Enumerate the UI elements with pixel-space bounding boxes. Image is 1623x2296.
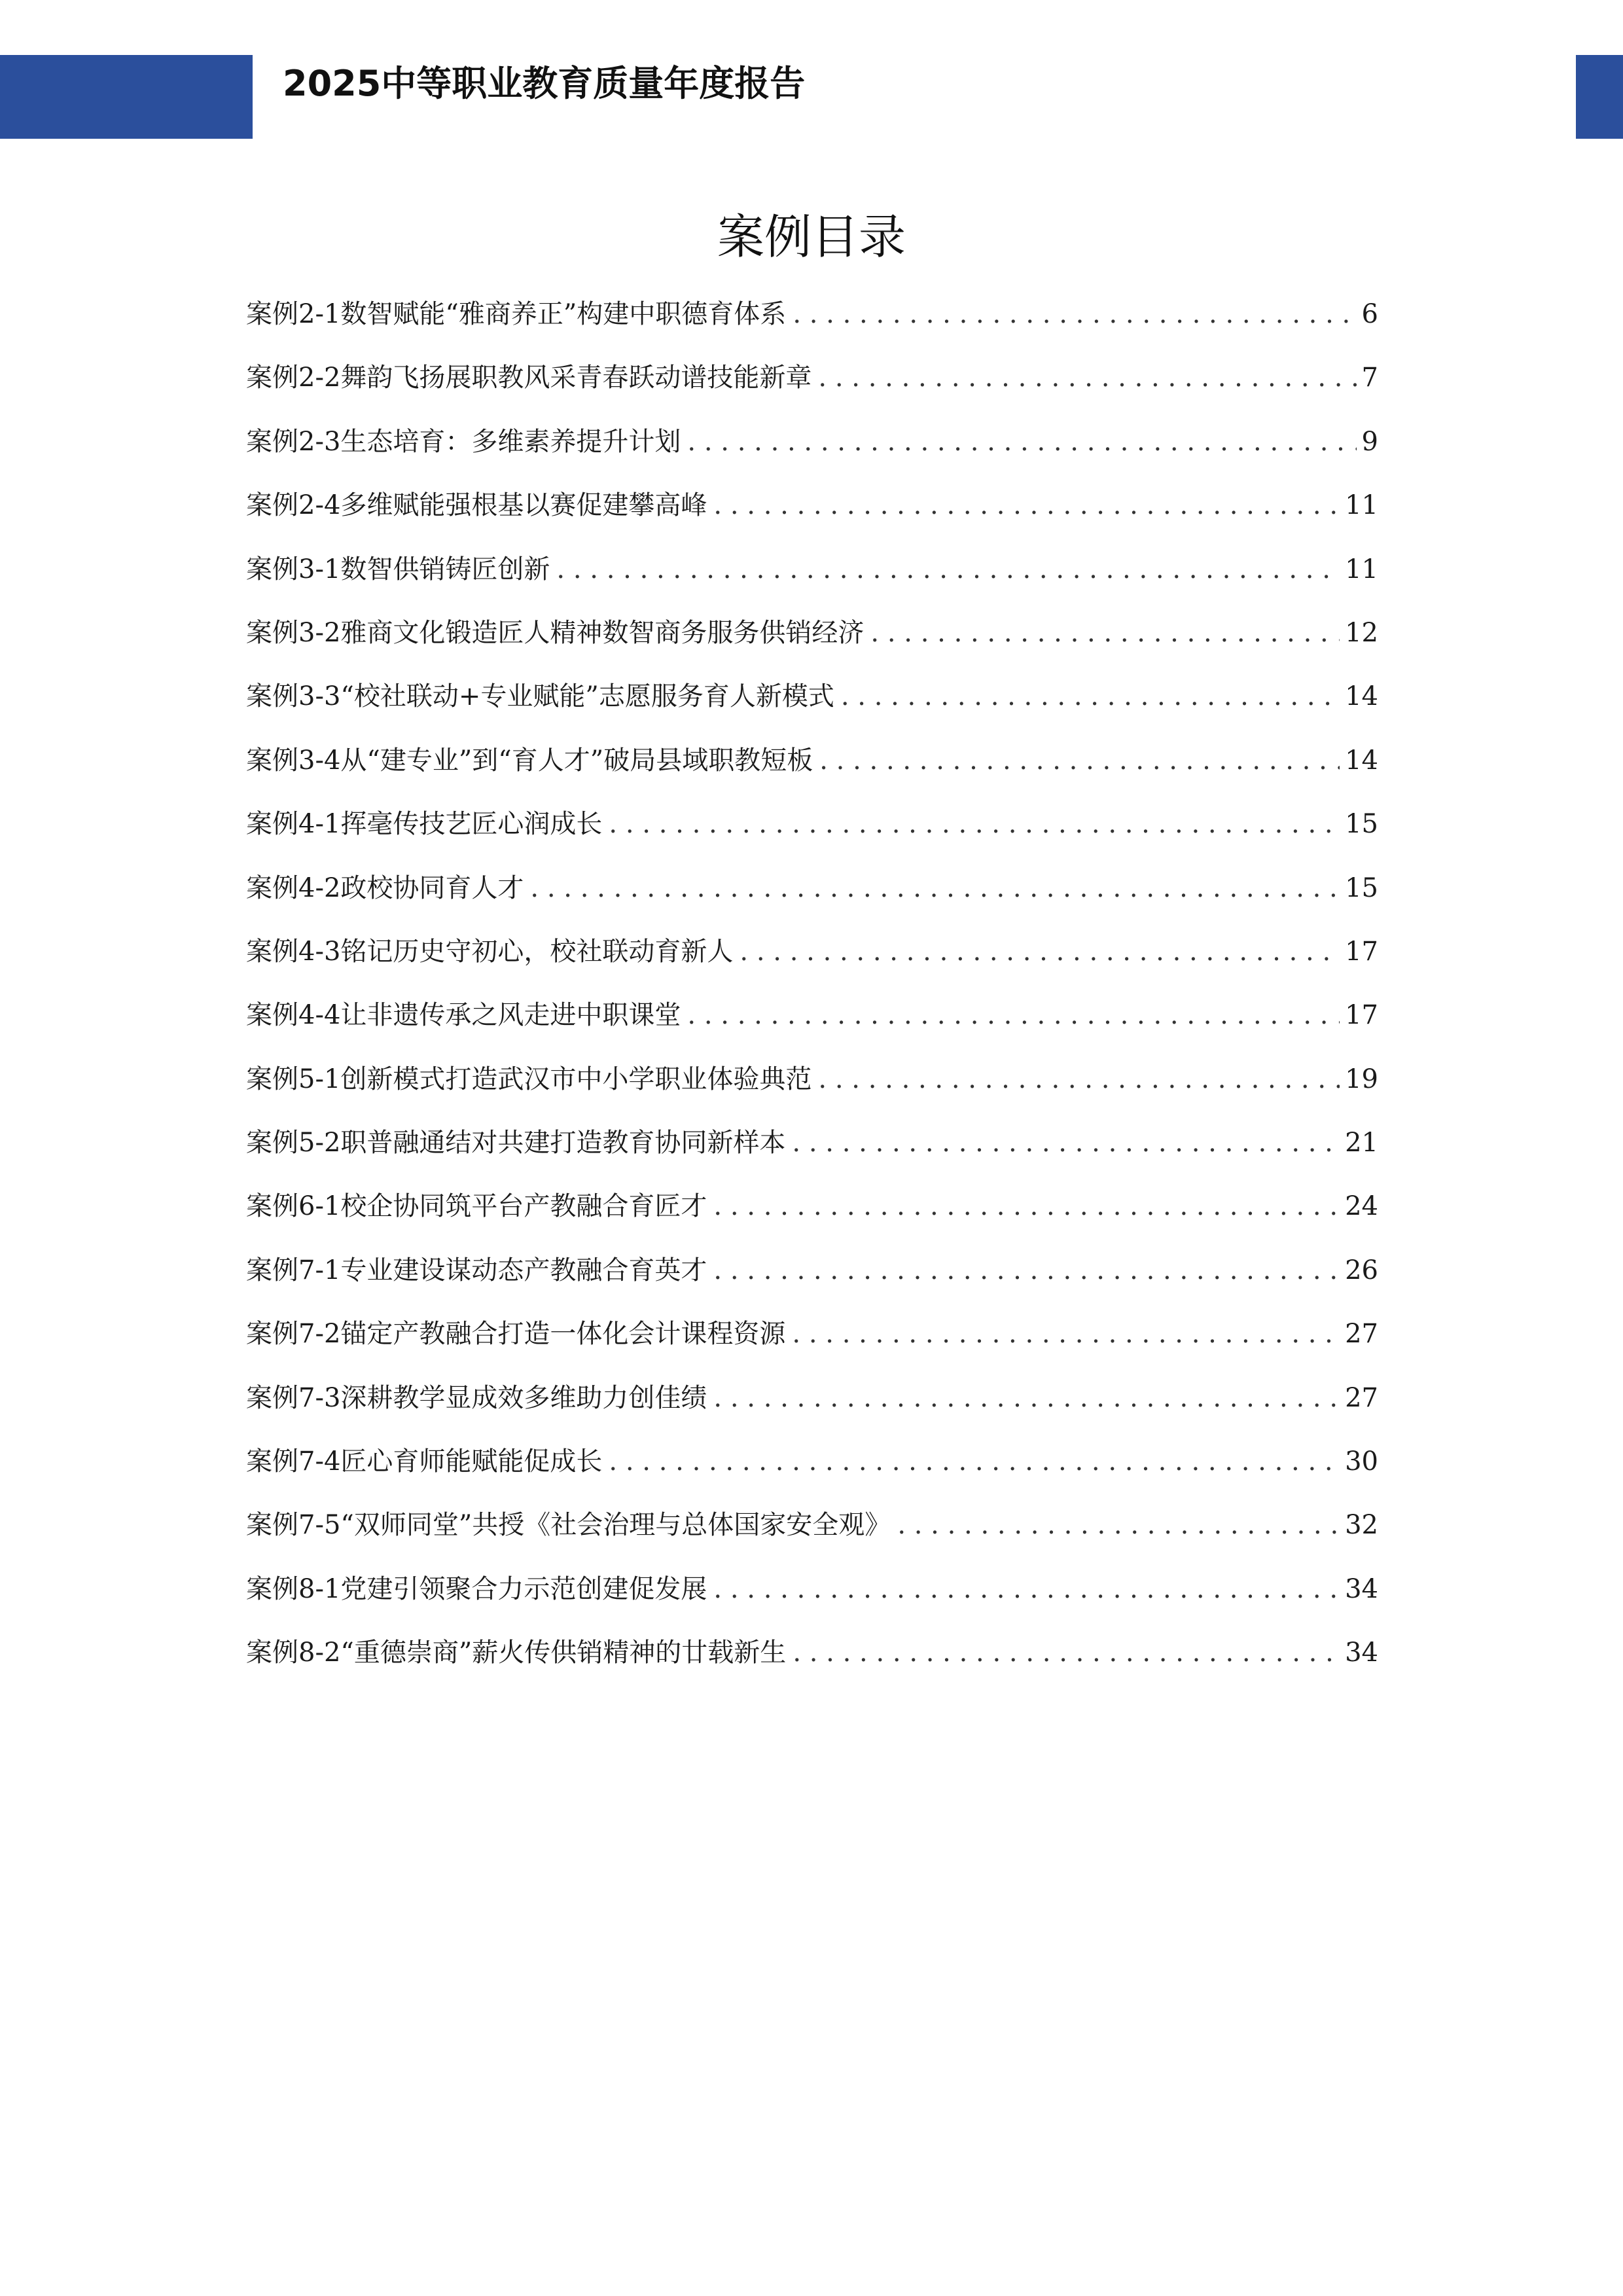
toc-entry-title: 案例3-1数智供销铸匠创新 — [246, 554, 550, 584]
toc-entry-title: 案例3-3“校社联动+专业赋能”志愿服务育人新模式 — [246, 681, 834, 712]
toc-entry-page-number: 15 — [1345, 872, 1378, 903]
toc-entry[interactable] — [246, 1048, 1378, 1111]
toc-entry-title: 案例2-3生态培育：多维素养提升计划 — [246, 426, 681, 457]
toc-entry-title: 案例7-1专业建设谋动态产教融合育英才 — [246, 1255, 707, 1285]
toc-entry-title: 案例4-1挥毫传技艺匠心润成长 — [246, 809, 603, 840]
toc-dot-leader — [609, 793, 1340, 856]
toc-entry-page-number: 11 — [1345, 490, 1378, 521]
toc-dot-leader — [713, 1558, 1340, 1621]
toc-entry-page-number: 32 — [1345, 1510, 1378, 1541]
toc-entry-page-number: 24 — [1345, 1191, 1378, 1222]
toc-entry-title: 案例5-2职普融通结对共建打造教育协同新样本 — [246, 1128, 786, 1158]
toc-entry[interactable] — [246, 538, 1378, 601]
toc-entry-page-number: 14 — [1345, 745, 1378, 776]
toc-entry-title: 案例6-1校企协同筑平台产教融合育匠才 — [246, 1191, 707, 1222]
toc-dot-leader — [687, 984, 1340, 1047]
toc-entry[interactable] — [246, 410, 1378, 474]
toc-entry[interactable] — [246, 920, 1378, 984]
toc-entry-title: 案例8-2“重德崇商”薪火传供销精神的廿载新生 — [246, 1638, 787, 1668]
toc-entry-page-number: 15 — [1345, 809, 1378, 840]
toc-dot-leader — [841, 665, 1340, 728]
toc-entry[interactable] — [246, 793, 1378, 856]
toc-entry[interactable] — [246, 984, 1378, 1047]
toc-dot-leader — [713, 1367, 1340, 1430]
toc-dot-leader — [818, 1048, 1340, 1111]
toc-entry[interactable] — [246, 346, 1378, 410]
toc-entry[interactable] — [246, 1111, 1378, 1175]
toc-entry[interactable] — [246, 729, 1378, 793]
toc-entry-page-number: 17 — [1345, 1000, 1378, 1031]
toc-dot-leader — [793, 283, 1356, 346]
toc-entry-title: 案例2-2舞韵飞扬展职教风采青春跃动谱技能新章 — [246, 363, 812, 393]
toc-entry-title: 案例4-3铭记历史守初心，校社联动育新人 — [246, 936, 734, 967]
toc-entry[interactable] — [246, 1367, 1378, 1430]
toc-dot-leader — [819, 729, 1340, 793]
toc-entry[interactable] — [246, 1302, 1378, 1366]
toc-dot-leader — [793, 1621, 1340, 1685]
toc-entry-page-number: 17 — [1345, 936, 1378, 967]
toc-entry-title: 案例7-2锚定产教融合打造一体化会计课程资源 — [246, 1319, 786, 1350]
toc-dot-leader — [818, 346, 1356, 410]
toc-entry[interactable] — [246, 665, 1378, 728]
toc-entry[interactable] — [246, 1430, 1378, 1494]
toc-dot-leader — [713, 1175, 1340, 1238]
toc-dot-leader — [687, 410, 1356, 474]
toc-entry-title: 案例7-3深耕教学显成效多维助力创佳绩 — [246, 1382, 707, 1413]
toc-dot-leader — [870, 601, 1340, 665]
header-accent-bar-right — [1576, 55, 1623, 139]
header-accent-bar-left — [0, 55, 253, 139]
toc-entry-page-number: 11 — [1345, 554, 1378, 584]
toc-entry-page-number: 6 — [1361, 299, 1378, 329]
toc-dot-leader — [897, 1494, 1340, 1557]
toc-entry[interactable] — [246, 283, 1378, 346]
toc-entry-page-number: 21 — [1345, 1128, 1378, 1158]
toc-dot-leader — [713, 474, 1340, 537]
toc-entry-page-number: 26 — [1345, 1255, 1378, 1285]
toc-entry-page-number: 7 — [1361, 363, 1378, 393]
toc-entry-page-number: 12 — [1345, 617, 1378, 648]
toc-entry[interactable] — [246, 1239, 1378, 1302]
toc-entry-page-number: 19 — [1345, 1064, 1378, 1094]
toc-dot-leader — [556, 538, 1340, 601]
toc-dot-leader — [609, 1430, 1340, 1494]
toc-entry-title: 案例8-1党建引领聚合力示范创建促发展 — [246, 1573, 707, 1604]
toc-entry-title: 案例7-4匠心育师能赋能促成长 — [246, 1446, 603, 1477]
table-of-contents — [246, 283, 1378, 1685]
toc-entry-page-number: 34 — [1345, 1573, 1378, 1604]
toc-entry-title: 案例3-2雅商文化锻造匠人精神数智商务服务供销经济 — [246, 617, 865, 648]
page-title: 案例目录 — [717, 209, 906, 264]
toc-entry[interactable] — [246, 474, 1378, 537]
toc-dot-leader — [713, 1239, 1340, 1302]
toc-dot-leader — [792, 1302, 1340, 1366]
toc-entry[interactable] — [246, 1175, 1378, 1238]
toc-dot-leader — [792, 1111, 1340, 1175]
toc-entry-title: 案例4-2政校协同育人才 — [246, 872, 524, 903]
toc-entry-page-number: 34 — [1345, 1638, 1378, 1668]
toc-entry-title: 案例5-1创新模式打造武汉市中小学职业体验典范 — [246, 1064, 812, 1094]
toc-entry[interactable] — [246, 857, 1378, 920]
toc-entry-title: 案例4-4让非遗传承之风走进中职课堂 — [246, 1000, 681, 1031]
toc-entry[interactable] — [246, 601, 1378, 665]
toc-dot-leader — [740, 920, 1340, 984]
toc-entry-page-number: 27 — [1345, 1319, 1378, 1350]
toc-dot-leader — [530, 857, 1340, 920]
toc-entry[interactable] — [246, 1558, 1378, 1621]
toc-entry[interactable] — [246, 1621, 1378, 1685]
report-header-title: 2025中等职业教育质量年度报告 — [283, 63, 806, 104]
toc-entry-title: 案例2-4多维赋能强根基以赛促建攀高峰 — [246, 490, 707, 521]
toc-entry-page-number: 30 — [1345, 1446, 1378, 1477]
toc-entry-page-number: 27 — [1345, 1382, 1378, 1413]
toc-entry-page-number: 9 — [1361, 426, 1378, 457]
toc-entry-title: 案例3-4从“建专业”到“育人才”破局县域职教短板 — [246, 745, 813, 776]
toc-entry[interactable] — [246, 1494, 1378, 1557]
toc-entry-title: 案例7-5“双师同堂”共授《社会治理与总体国家安全观》 — [246, 1510, 891, 1541]
toc-entry-title: 案例2-1数智赋能“雅商养正”构建中职德育体系 — [246, 299, 787, 329]
toc-entry-page-number: 14 — [1345, 681, 1378, 712]
